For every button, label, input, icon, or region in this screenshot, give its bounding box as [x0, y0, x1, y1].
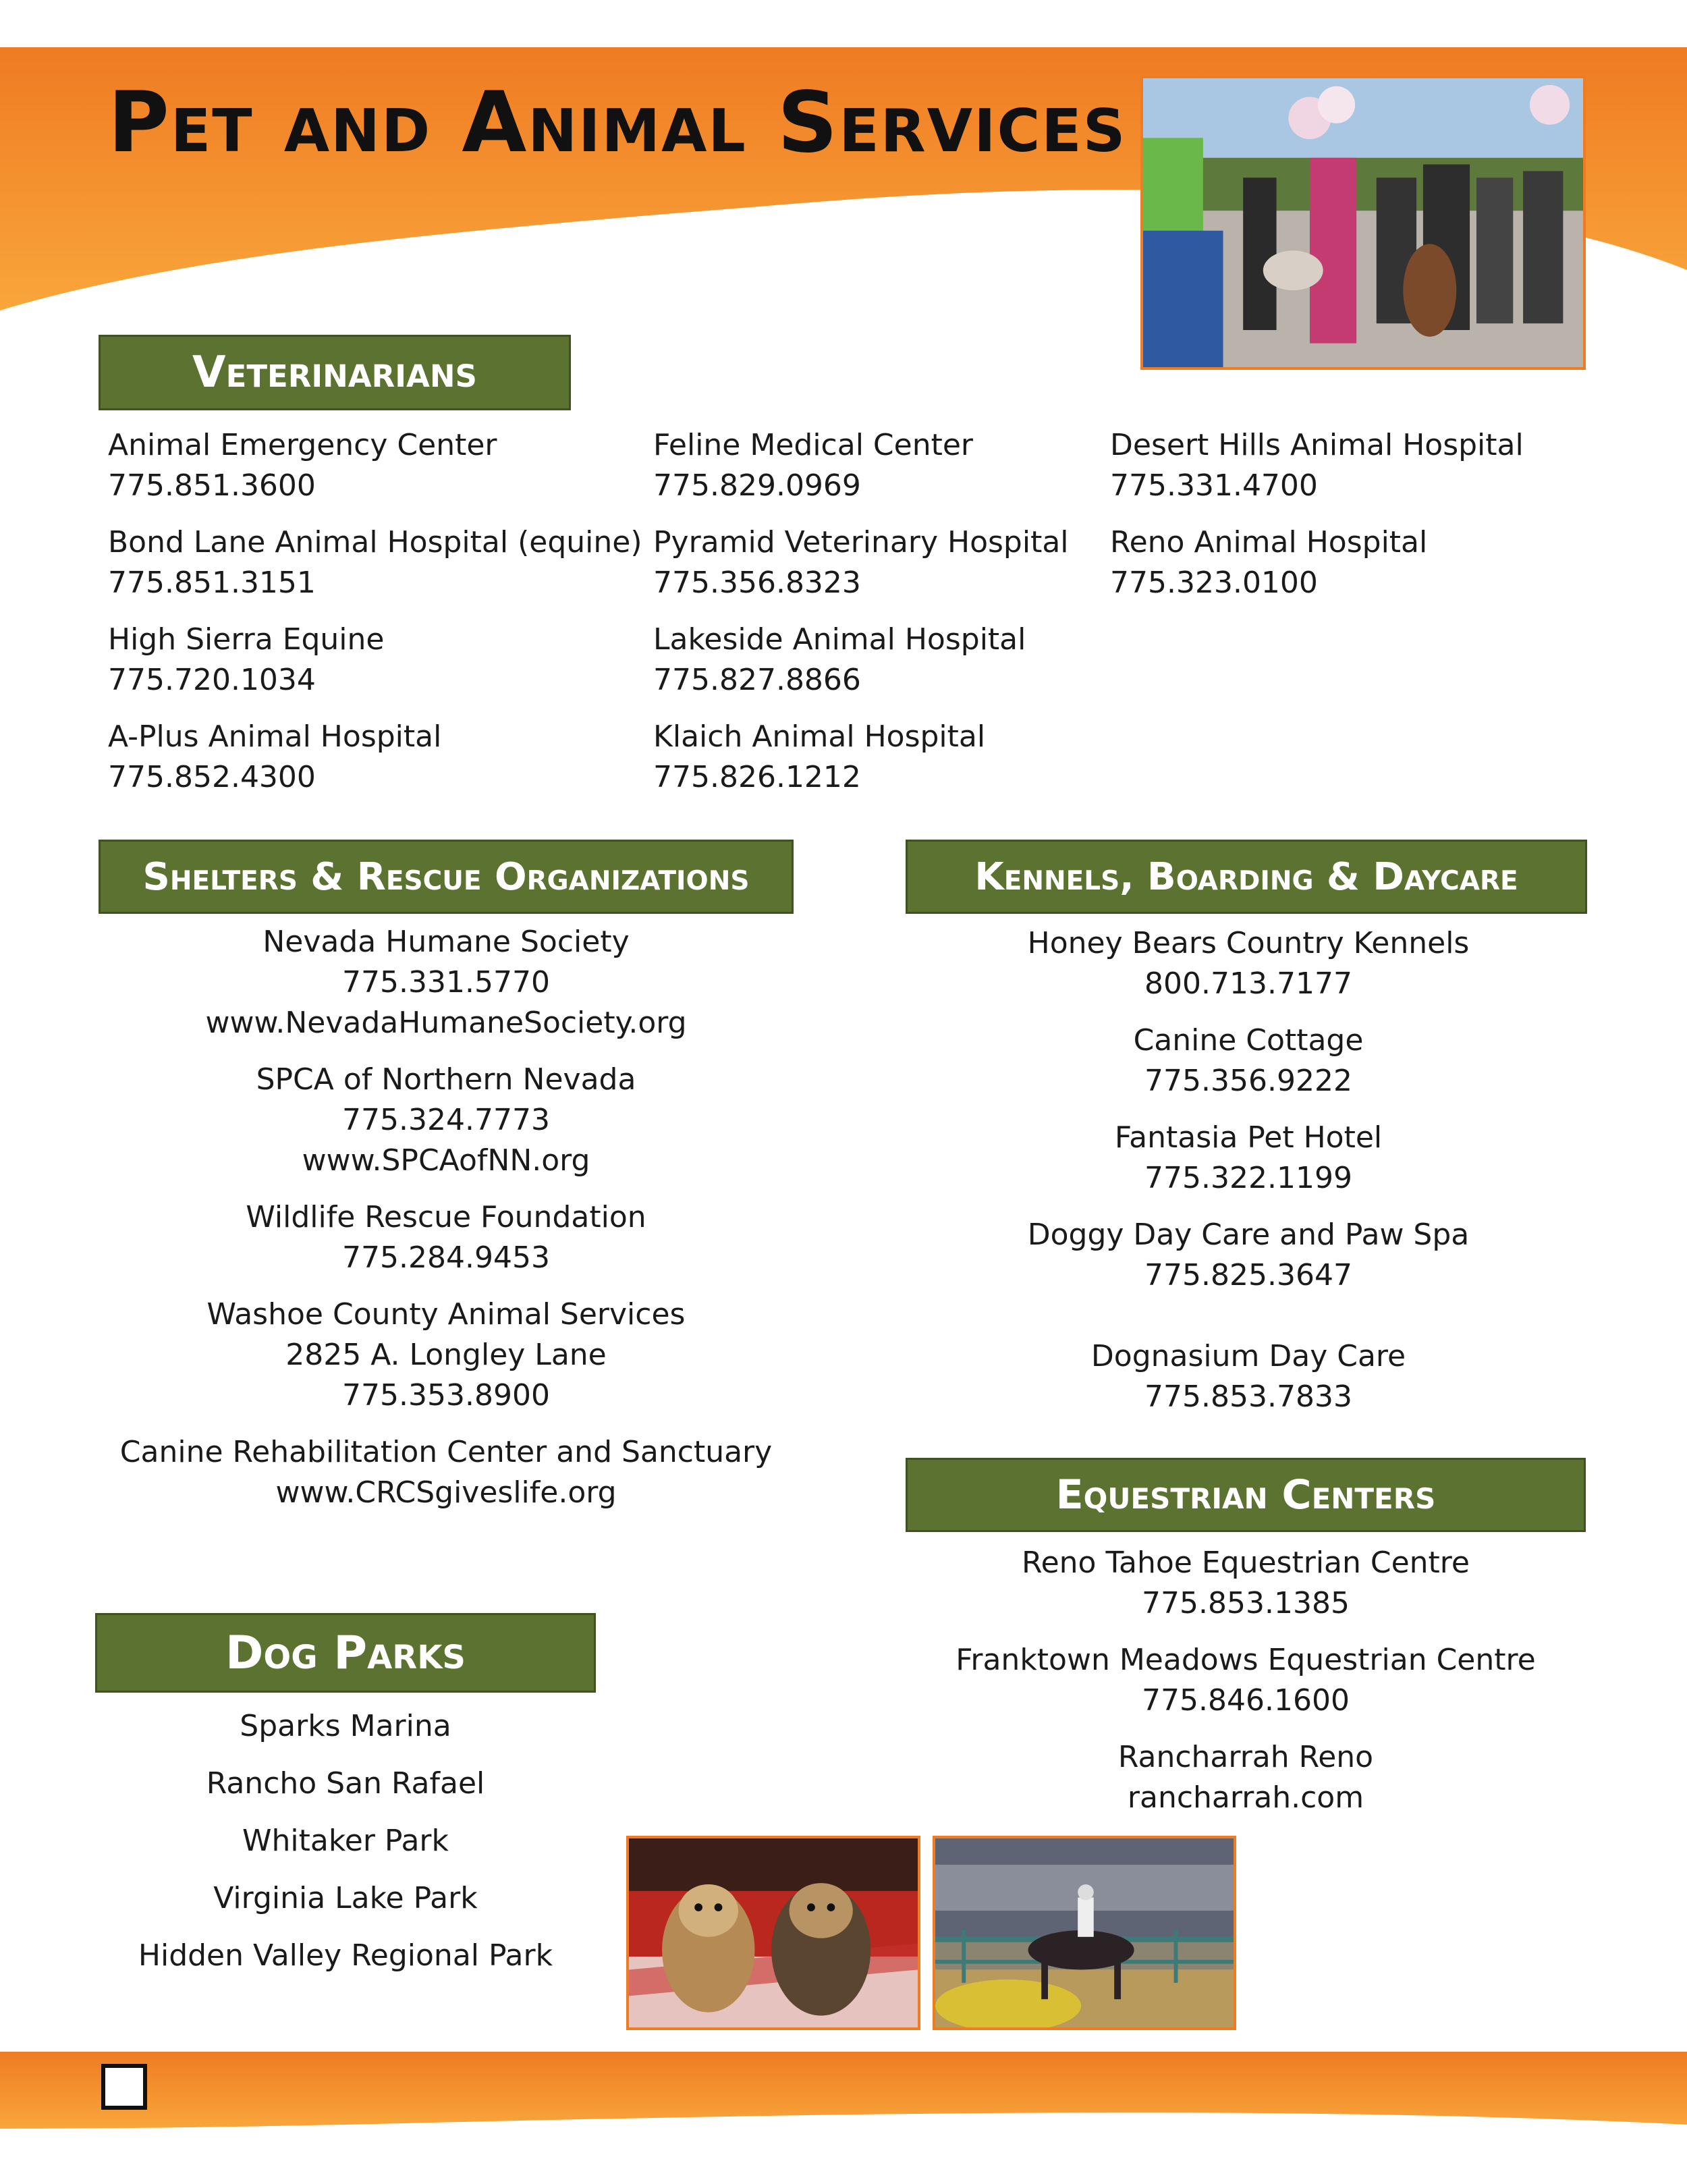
vet-phone: 775.356.8323: [653, 566, 861, 600]
equestrian-website: rancharrah.com: [1127, 1780, 1364, 1815]
shelter-address: 2825 A. Longley Lane: [285, 1338, 607, 1372]
shelter-phone: 775.324.7773: [342, 1103, 550, 1137]
page-number-box: [101, 2064, 147, 2110]
page-title: Pet and Animal Services: [108, 74, 1127, 171]
vet-name: Feline Medical Center: [653, 428, 974, 462]
equestrian-name: Reno Tahoe Equestrian Centre: [1021, 1546, 1470, 1580]
vet-phone: 775.852.4300: [108, 760, 316, 794]
shelter-name: Canine Rehabilitation Center and Sanctuary: [119, 1435, 773, 1469]
kennel-phone: 775.853.7833: [1144, 1380, 1352, 1414]
equestrian-name: Rancharrah Reno: [1117, 1740, 1374, 1774]
kennel-entry: [911, 1336, 1586, 1417]
equestrian-entry: [908, 1543, 1583, 1624]
shelter-entry: [109, 1197, 783, 1278]
equestrian-heading: Equestrian Centers: [906, 1458, 1586, 1532]
shelter-name: Nevada Humane Society: [262, 925, 630, 959]
kennel-name: Dognasium Day Care: [1090, 1339, 1406, 1373]
vet-entry: [653, 425, 1069, 506]
vet-entry: [108, 425, 642, 506]
vet-name: A-Plus Animal Hospital: [108, 719, 442, 754]
shelters-list: [109, 922, 783, 1513]
kennel-entry: [911, 1118, 1586, 1199]
dog-park-item: Sparks Marina: [240, 1709, 451, 1743]
vet-phone: 775.851.3151: [108, 566, 316, 600]
kennel-name: Canine Cottage: [1133, 1023, 1364, 1058]
shelter-website: www.CRCSgiveslife.org: [275, 1475, 617, 1510]
kennel-name: Honey Bears Country Kennels: [1027, 926, 1470, 960]
shelters-heading: Shelters & Rescue Organizations: [99, 840, 794, 914]
equestrian-entry: [908, 1737, 1583, 1818]
vet-name: Animal Emergency Center: [108, 428, 497, 462]
dog-parks-list: [76, 1706, 615, 1976]
vet-name: Pyramid Veterinary Hospital: [653, 525, 1069, 559]
kennel-phone: 775.825.3647: [1144, 1258, 1352, 1292]
vet-entry: [108, 620, 642, 701]
vet-phone: 775.827.8866: [653, 663, 861, 697]
kennels-heading: Kennels, Boarding & Daycare: [906, 840, 1587, 914]
vet-entry: [653, 717, 1069, 798]
shelter-entry: [109, 922, 783, 1043]
kennel-entry: [911, 1215, 1586, 1296]
shelter-name: Washoe County Animal Services: [206, 1297, 686, 1332]
vet-phone: 775.323.0100: [1110, 566, 1318, 600]
shelter-phone: 775.284.9453: [342, 1240, 550, 1275]
dog-park-item: Whitaker Park: [242, 1824, 449, 1858]
dog-park-item: Rancho San Rafael: [206, 1766, 485, 1801]
dog-park-item: Hidden Valley Regional Park: [138, 1938, 553, 1973]
vet-name: Klaich Animal Hospital: [653, 719, 986, 754]
vet-entry: [108, 522, 642, 603]
kennel-phone: 775.356.9222: [1144, 1064, 1352, 1098]
vet-name: Reno Animal Hospital: [1110, 525, 1428, 559]
footer-banner: [0, 2049, 1687, 2184]
veterinarians-heading: Veterinarians: [99, 335, 571, 410]
vet-phone: 775.720.1034: [108, 663, 316, 697]
vet-entry: [653, 522, 1069, 603]
equestrian-phone: 775.853.1385: [1142, 1586, 1350, 1620]
equestrian-list: [908, 1543, 1583, 1818]
vet-phone: 775.826.1212: [653, 760, 861, 794]
veterinarians-column-2: [653, 425, 1069, 798]
vet-name: High Sierra Equine: [108, 622, 385, 657]
vet-phone: 775.331.4700: [1110, 468, 1318, 503]
vet-name: Bond Lane Animal Hospital (equine): [108, 525, 642, 559]
veterinarians-column-1: [108, 425, 642, 798]
kennel-entry: [911, 923, 1586, 1004]
vet-entry: [653, 620, 1069, 701]
equestrian-entry: [908, 1640, 1583, 1721]
yorkie-dogs-photo: [626, 1836, 920, 2030]
kennels-list: [911, 923, 1586, 1417]
dog-walk-photo: [1140, 76, 1586, 370]
veterinarians-column-3: [1110, 425, 1524, 603]
kennel-entry: [911, 1020, 1586, 1101]
shelter-phone: 775.331.5770: [342, 965, 550, 1000]
shelter-entry: [109, 1432, 783, 1513]
shelter-name: Wildlife Rescue Foundation: [246, 1200, 646, 1234]
vet-phone: 775.829.0969: [653, 468, 861, 503]
vet-entry: [1110, 522, 1524, 603]
vet-name: Lakeside Animal Hospital: [653, 622, 1026, 657]
vet-entry: [1110, 425, 1524, 506]
kennel-name: Fantasia Pet Hotel: [1114, 1120, 1383, 1155]
dog-park-item: Virginia Lake Park: [213, 1881, 478, 1915]
shelter-website: www.NevadaHumaneSociety.org: [205, 1006, 687, 1040]
equestrian-name: Franktown Meadows Equestrian Centre: [956, 1643, 1536, 1677]
shelter-phone: 775.353.8900: [342, 1378, 550, 1413]
horse-rider-photo: [933, 1836, 1236, 2030]
kennel-phone: 800.713.7177: [1144, 966, 1352, 1001]
kennel-phone: 775.322.1199: [1144, 1161, 1352, 1195]
vet-entry: [108, 717, 642, 798]
kennel-name: Doggy Day Care and Paw Spa: [1027, 1218, 1470, 1252]
vet-name: Desert Hills Animal Hospital: [1110, 428, 1524, 462]
shelter-entry: [109, 1060, 783, 1181]
shelter-website: www.SPCAofNN.org: [302, 1143, 590, 1178]
shelter-entry: [109, 1294, 783, 1416]
vet-phone: 775.851.3600: [108, 468, 316, 503]
dog-parks-heading: Dog Parks: [95, 1613, 596, 1693]
equestrian-phone: 775.846.1600: [1142, 1683, 1350, 1718]
shelter-name: SPCA of Northern Nevada: [256, 1062, 636, 1097]
